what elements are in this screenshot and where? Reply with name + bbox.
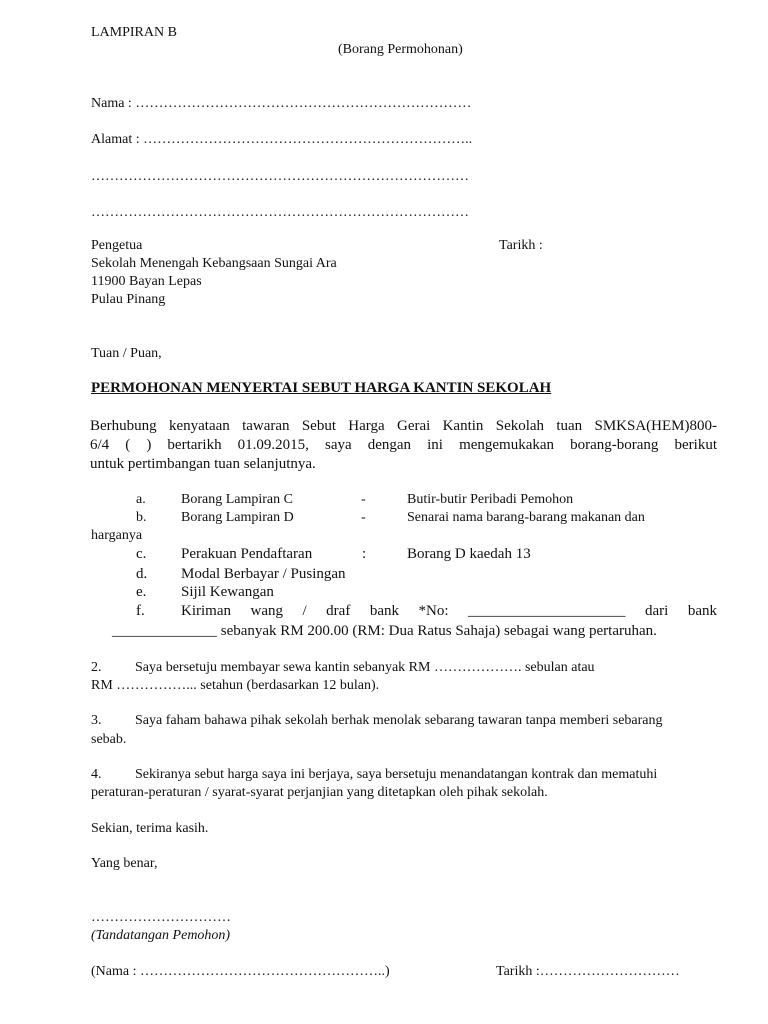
para2-line-1: Saya bersetuju membayar sewa kantin sebanyak RM ………………. sebulan atau <box>135 660 595 675</box>
lampiran-label: LAMPIRAN B <box>91 25 177 40</box>
recipient-state: Pulau Pinang <box>91 292 166 307</box>
item-name: Modal Berbayar / Pusingan <box>181 566 346 582</box>
subject-heading: PERMOHONAN MENYERTAI SEBUT HARGA KANTIN SEKOLAH <box>91 380 552 396</box>
intro-line-1: Berhubung kenyataan tawaran Sebut Harga Gerai Kantin Sekolah tuan SMKSA(HEM)800- <box>90 418 717 434</box>
item-letter: f. <box>136 603 145 619</box>
recipient-title: Pengetua <box>91 238 143 253</box>
alamat-line-2: ……………………………………………………………………… <box>91 169 469 184</box>
para4-line-1: Sekiranya sebut harga saya ini berjaya, saya bersetuju menandatangan kontrak dan mematuhi <box>135 767 658 782</box>
para2-number: 2. <box>91 660 102 675</box>
item-letter: d. <box>136 566 148 582</box>
signature-tarikh-field: Tarikh :………………………… <box>496 964 680 979</box>
recipient-school: Sekolah Menengah Kebangsaan Sungai Ara <box>91 256 337 271</box>
salutation: Tuan / Puan, <box>91 346 162 361</box>
item-letter: b. <box>136 510 147 525</box>
item-name: Borang Lampiran D <box>181 510 294 525</box>
item-name: Borang Lampiran C <box>181 492 293 507</box>
alamat-line-3: ……………………………………………………………………… <box>91 205 469 220</box>
signature-nama-field: (Nama : ……………………………………………..) <box>91 964 390 979</box>
item-description: Butir-butir Peribadi Pemohon <box>407 492 574 507</box>
closing-text: Sekian, terima kasih. <box>91 821 209 836</box>
item-letter: e. <box>136 584 147 600</box>
signature-line: ………………………… <box>91 910 231 925</box>
tarikh-label: Tarikh : <box>499 238 543 253</box>
item-description: Senarai nama barang-barang makanan dan <box>407 510 645 525</box>
item-f-continuation: ______________ sebanyak RM 200.00 (RM: Dua Ratus Sahaja) sebagai wang pertaruhan. <box>112 623 657 639</box>
signature-label: (Tandatangan Pemohon) <box>91 928 231 943</box>
para3-line-1: Saya faham bahawa pihak sekolah berhak menolak sebarang tawaran tanpa memberi sebarang <box>135 713 663 728</box>
form-type-label: (Borang Permohonan) <box>338 42 463 57</box>
item-letter: a. <box>136 492 146 507</box>
item-separator: - <box>361 510 366 525</box>
para4-line-2: peraturan-peraturan / syarat-syarat perjanjian yang ditetapkan oleh pihak sekolah. <box>91 785 548 800</box>
para4-number: 4. <box>91 767 102 782</box>
alamat-field: Alamat : …………………………………………………………….. <box>91 132 473 147</box>
item-b-continuation: harganya <box>91 528 143 543</box>
item-description: Borang D kaedah 13 <box>407 546 531 562</box>
intro-line-2: 6/4 ( ) bertarikh 01.09.2015, saya dengan ini mengemukakan borang-borang berikut <box>90 437 717 453</box>
item-letter: c. <box>136 546 147 562</box>
item-name: Sijil Kewangan <box>181 584 274 600</box>
item-separator: : <box>362 546 367 562</box>
recipient-postcode: 11900 Bayan Lepas <box>91 274 202 289</box>
yang-benar-text: Yang benar, <box>91 856 158 871</box>
para2-line-2: RM ……………... setahun (berdasarkan 12 bulan). <box>91 678 380 693</box>
item-separator: - <box>361 492 366 507</box>
intro-line-3: untuk pertimbangan tuan selanjutnya. <box>90 456 316 472</box>
para3-line-2: sebab. <box>91 732 127 747</box>
para3-number: 3. <box>91 713 102 728</box>
item-name: Kiriman wang / draf bank *No: _____________________ dari bank <box>181 603 717 619</box>
item-name: Perakuan Pendaftaran <box>181 546 313 562</box>
nama-field: Nama : ……………………………………………………………… <box>91 96 472 111</box>
